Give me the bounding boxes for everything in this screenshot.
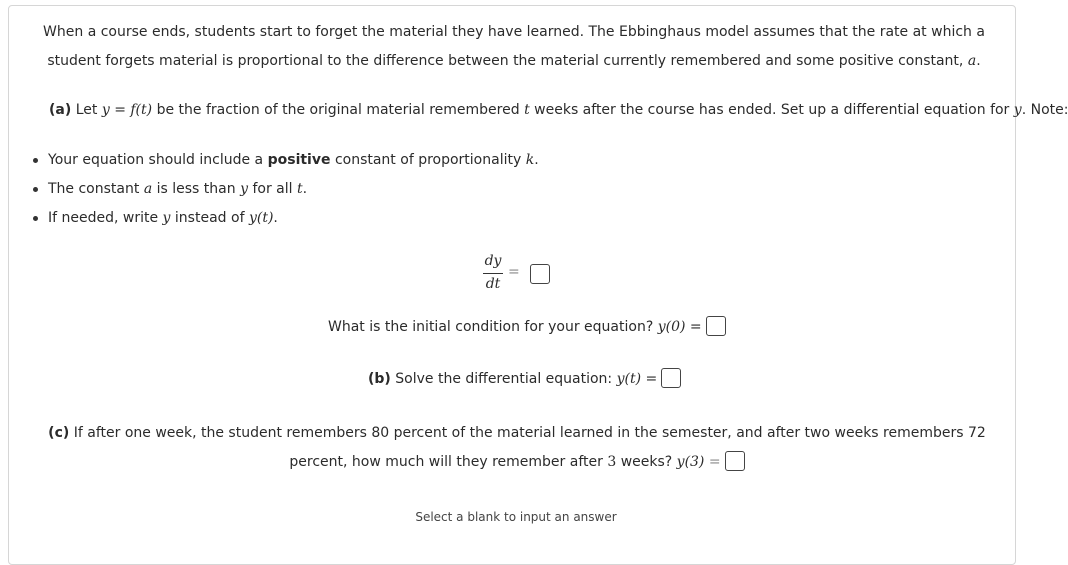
part-c-num: 3 xyxy=(607,454,617,470)
initial-condition-equals: = xyxy=(689,319,702,335)
part-b-expr: y(t) xyxy=(616,371,642,387)
intro-period: . xyxy=(976,53,981,69)
note1-text: Your equation should include a xyxy=(48,152,264,168)
derivative-equation xyxy=(482,251,572,297)
part-c-paragraph xyxy=(24,419,1010,477)
initial-condition-expr: y(0) xyxy=(657,319,686,335)
initial-condition-line xyxy=(328,317,726,337)
hint-text: Select a blank to input an answer xyxy=(415,510,617,524)
part-c-weeks: weeks? xyxy=(620,454,673,470)
fraction-bar xyxy=(483,273,503,274)
note2-for: for all xyxy=(252,181,293,197)
part-b-label: (b) xyxy=(368,371,391,387)
note3-mid: instead of xyxy=(174,210,245,226)
part-a-prompt xyxy=(49,100,1068,120)
answer-blank-initial[interactable] xyxy=(706,316,726,336)
part-a-label: (a) xyxy=(49,102,72,118)
intro-paragraph xyxy=(24,18,1004,76)
derivative-equals: = xyxy=(508,264,520,280)
part-c-text: If after one week, the student remembers 80 percent of the material learned in the semester, and after two weeks remembers 72 percent, how much will they remember after xyxy=(73,425,986,470)
note3-y: y xyxy=(162,210,171,226)
derivative-denominator: dt xyxy=(485,276,501,292)
notes-list xyxy=(26,150,539,237)
note2-t: t xyxy=(296,181,303,197)
note2-end: . xyxy=(302,181,308,197)
part-a-equals: = xyxy=(114,102,126,118)
note3-yt: y(t) xyxy=(248,210,274,226)
part-c-expr: y(3) xyxy=(676,454,705,470)
note1-text2: constant of proportionality xyxy=(334,152,522,168)
part-a-f-of-t: f(t) xyxy=(130,102,153,118)
note1-end: . xyxy=(534,152,539,168)
part-a-t: t xyxy=(524,102,530,118)
constant-a: a xyxy=(967,53,977,69)
answer-blank-dydt[interactable] xyxy=(530,264,550,284)
note3-text: If needed, write xyxy=(48,210,159,226)
derivative-numerator: dy xyxy=(484,253,502,269)
note1-k: k xyxy=(525,152,535,168)
note3-end: . xyxy=(273,210,278,226)
part-a-let: Let xyxy=(75,102,98,118)
part-a-y2: y xyxy=(1013,102,1022,118)
note2-a: a xyxy=(143,181,153,197)
note1-bold: positive xyxy=(267,152,331,168)
part-b-equals: = xyxy=(645,371,658,387)
note2-y: y xyxy=(240,181,248,197)
part-b-text: Solve the differential equation: xyxy=(395,371,613,387)
initial-condition-text: What is the initial condition for your equation? xyxy=(328,319,654,335)
part-a-y: y xyxy=(101,102,110,118)
part-a-text2: weeks after the course has ended. Set up a differential equation for xyxy=(534,102,1010,118)
note-item xyxy=(26,208,539,237)
part-c-label: (c) xyxy=(48,425,70,441)
part-a-text1: be the fraction of the original material remembered xyxy=(156,102,520,118)
part-b-line xyxy=(368,369,681,389)
answer-blank-solution[interactable] xyxy=(661,368,681,388)
note-item xyxy=(26,150,539,179)
note-item xyxy=(26,179,539,208)
intro-text: When a course ends, students start to forget the material they have learned. The Ebbinghaus model assumes that the rate at which a student forgets material is proportional to the difference between the material currently remembered and some positive constant, xyxy=(43,24,985,69)
note2-text: The constant xyxy=(48,181,140,197)
part-a-note: . Note: xyxy=(1021,102,1068,118)
answer-blank-y3[interactable] xyxy=(725,451,745,471)
part-c-equals: = xyxy=(708,454,721,470)
note2-mid: is less than xyxy=(156,181,236,197)
